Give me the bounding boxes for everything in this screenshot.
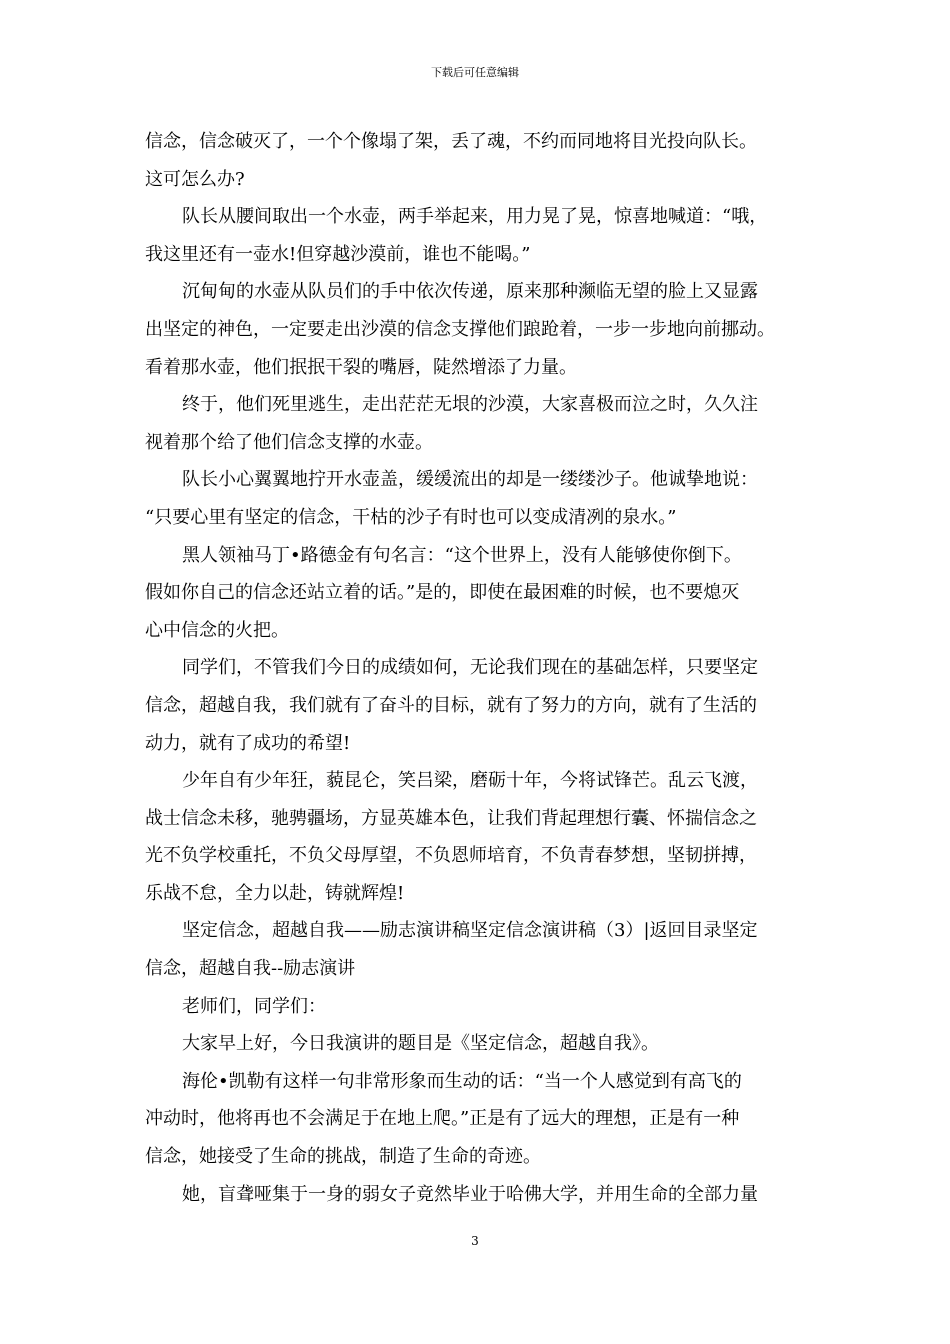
text-line: 终于，他们死里逃生，走出茫茫无垠的沙漠，大家喜极而泣之时，久久注 (182, 394, 758, 416)
text-line: 少年自有少年狂，藐昆仑，笑吕梁，磨砺十年，今将试锋芒。乱云飞渡， (182, 770, 758, 792)
text-line: 冲动时，他将再也不会满足于在地上爬。”正是有了远大的理想，正是有一种 (145, 1108, 740, 1130)
text-line: 我这里还有一壶水!但穿越沙漠前，谁也不能喝。” (145, 243, 531, 265)
text-line: 海伦•凯勒有这样一句非常形象而生动的话：“当一个人感觉到有高飞的 (182, 1070, 742, 1092)
text-line: 战士信念未移，驰骋疆场，方显英雄本色，让我们背起理想行囊、怀揣信念之 (145, 807, 757, 829)
text-line: 队长从腰间取出一个水壶，两手举起来，用力晃了晃，惊喜地喊道：“哦， (182, 206, 768, 228)
text-line: 坚定信念，超越自我——励志演讲稿坚定信念演讲稿（3）|返回目录坚定 (182, 920, 758, 942)
text-line: 大家早上好，今日我演讲的题目是《坚定信念，超越自我》。 (182, 1033, 659, 1055)
text-line: 黑人领袖马丁•路德金有句名言：“这个世界上，没有人能够使你倒下。 (182, 544, 742, 566)
text-line: 这可怎么办? (145, 168, 245, 190)
text-line: 心中信念的火把。 (145, 619, 289, 641)
text-line: 信念，她接受了生命的挑战，制造了生命的奇迹。 (145, 1146, 541, 1168)
text-line: 信念，超越自我--励志演讲 (145, 958, 356, 980)
text-line: 假如你自己的信念还站立着的话。”是的，即使在最困难的时候，也不要熄灭 (145, 582, 740, 604)
text-line: 光不负学校重托，不负父母厚望，不负恩师培育，不负青春梦想，坚韧拼搏， (145, 845, 757, 867)
text-line: “只要心里有坚定的信念，干枯的沙子有时也可以变成清冽的泉水。” (145, 506, 677, 528)
text-line: 信念，超越自我，我们就有了奋斗的目标，就有了努力的方向，就有了生活的 (145, 694, 757, 716)
text-line: 老师们，同学们： (182, 995, 326, 1017)
document-body (145, 123, 810, 1213)
text-line: 乐战不怠，全力以赴，铸就辉煌! (145, 882, 405, 904)
text-line: 同学们，不管我们今日的成绩如何，无论我们现在的基础怎样，只要坚定 (182, 657, 758, 679)
text-line: 出坚定的神色，一定要走出沙漠的信念支撑他们踉跄着，一步一步地向前挪动。 (145, 318, 775, 340)
text-line: 沉甸甸的水壶从队员们的手中依次传递，原来那种濒临无望的脸上又显露 (182, 281, 758, 303)
text-line: 看着那水壶，他们抿抿干裂的嘴唇，陡然增添了力量。 (145, 356, 577, 378)
page-number: 3 (471, 1234, 479, 1248)
text-line: 队长小心翼翼地拧开水壶盖，缓缓流出的却是一缕缕沙子。他诚挚地说： (182, 469, 758, 491)
text-line: 她，盲聋哑集于一身的弱女子竟然毕业于哈佛大学，并用生命的全部力量 (182, 1183, 758, 1205)
page-header: 下载后可任意编辑 (431, 66, 519, 79)
text-line: 动力，就有了成功的希望! (145, 732, 351, 754)
text-line: 视着那个给了他们信念支撑的水壶。 (145, 431, 433, 453)
text-line: 信念，信念破灭了，一个个像塌了架，丢了魂，不约而同地将目光投向队长。 (145, 131, 757, 152)
